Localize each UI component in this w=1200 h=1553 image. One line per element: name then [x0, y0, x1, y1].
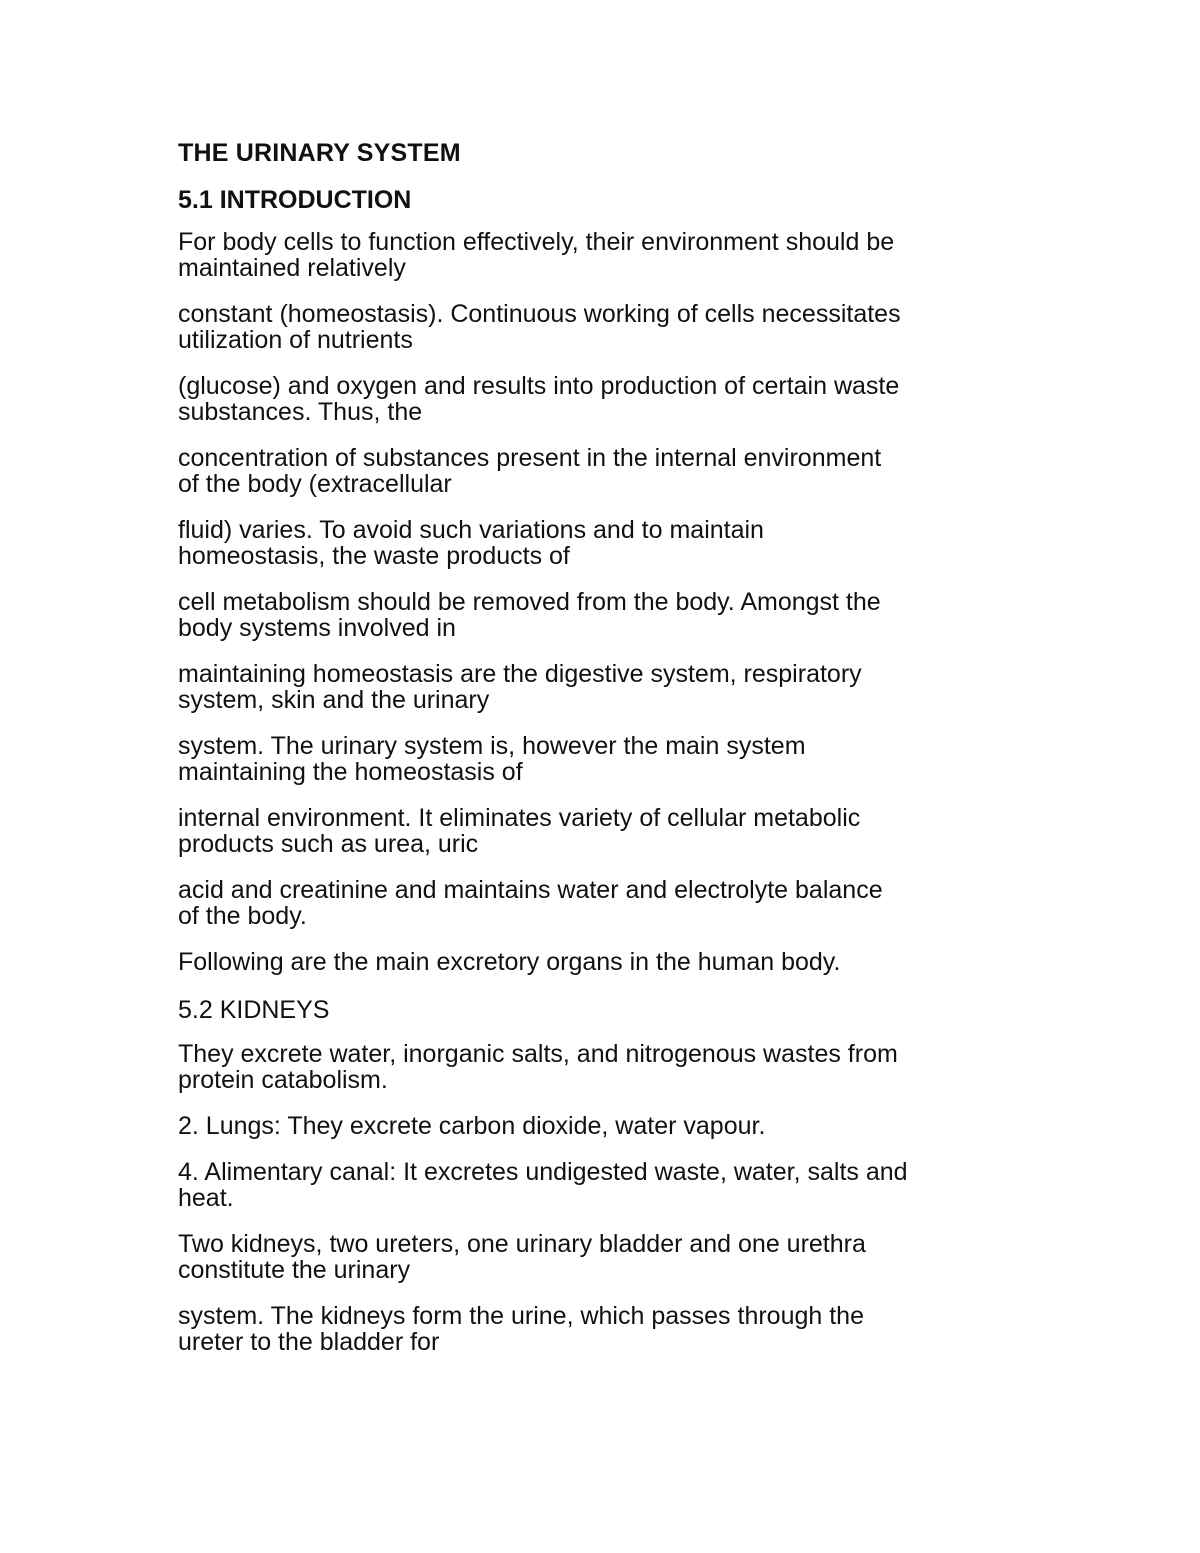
paragraph	[178, 805, 1038, 857]
text-line: For body cells to function effectively, their environment should be	[178, 228, 895, 256]
text-line: Following are the main excretory organs in the human body.	[178, 948, 841, 976]
paragraph	[178, 1303, 1038, 1355]
text-line: system, skin and the urinary	[178, 686, 490, 714]
text-line: of the body.	[178, 902, 307, 930]
text-line: homeostasis, the waste products of	[178, 542, 570, 570]
text-line: acid and creatinine and maintains water and electrolyte balance	[178, 876, 883, 904]
paragraph	[178, 1041, 1038, 1093]
paragraph	[178, 733, 1038, 785]
text-line: protein catabolism.	[178, 1066, 388, 1094]
text-line: maintaining homeostasis are the digestive system, respiratory	[178, 660, 862, 688]
paragraph	[178, 877, 1038, 929]
text-line: cell metabolism should be removed from the body. Amongst the	[178, 588, 881, 616]
text-line: concentration of substances present in the internal environment	[178, 444, 882, 472]
text-line: system. The kidneys form the urine, which passes through the	[178, 1302, 864, 1330]
text-line: heat.	[178, 1184, 234, 1212]
document-body	[178, 138, 1038, 1375]
paragraph	[178, 949, 1038, 975]
paragraph	[178, 373, 1038, 425]
paragraph	[178, 229, 1038, 281]
document-title: THE URINARY SYSTEM	[178, 139, 461, 167]
paragraph	[178, 661, 1038, 713]
text-line: maintaining the homeostasis of	[178, 758, 523, 786]
paragraph	[178, 589, 1038, 641]
text-line: of the body (extracellular	[178, 470, 452, 498]
text-line: substances. Thus, the	[178, 398, 423, 426]
text-line: ureter to the bladder for	[178, 1328, 440, 1356]
text-line: Two kidneys, two ureters, one urinary bladder and one urethra	[178, 1230, 866, 1258]
paragraph	[178, 1231, 1038, 1283]
section-heading-kidneys: 5.2 KIDNEYS	[178, 996, 330, 1024]
text-line: products such as urea, uric	[178, 830, 479, 858]
paragraph	[178, 1159, 1038, 1211]
text-line: (glucose) and oxygen and results into production of certain waste	[178, 372, 900, 400]
text-line: system. The urinary system is, however the main system	[178, 732, 806, 760]
text-line: 4. Alimentary canal: It excretes undigested waste, water, salts and	[178, 1158, 908, 1186]
text-line: constitute the urinary	[178, 1256, 411, 1284]
text-line: internal environment. It eliminates variety of cellular metabolic	[178, 804, 861, 832]
text-line: fluid) varies. To avoid such variations and to maintain	[178, 516, 764, 544]
text-line: constant (homeostasis). Continuous working of cells necessitates	[178, 300, 901, 328]
paragraph	[178, 301, 1038, 353]
section-heading-introduction: 5.1 INTRODUCTION	[178, 186, 412, 214]
text-line: 2. Lungs: They excrete carbon dioxide, water vapour.	[178, 1112, 766, 1140]
paragraph	[178, 1113, 1038, 1139]
text-line: They excrete water, inorganic salts, and nitrogenous wastes from	[178, 1040, 898, 1068]
paragraph	[178, 445, 1038, 497]
text-line: utilization of nutrients	[178, 326, 413, 354]
text-line: body systems involved in	[178, 614, 456, 642]
paragraph	[178, 517, 1038, 569]
text-line: maintained relatively	[178, 254, 406, 282]
